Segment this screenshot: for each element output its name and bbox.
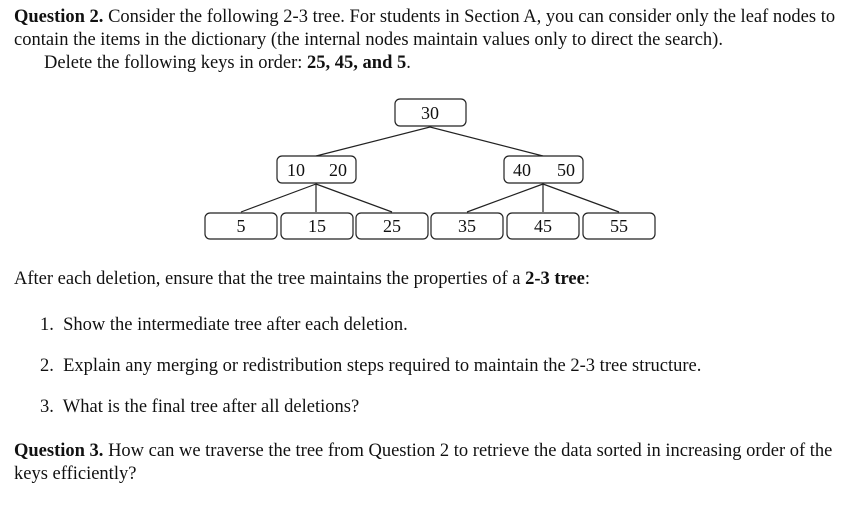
question-2-body: Consider the following 2-3 tree. For students in Section A, you can consider only the leaf nodes to contain the items in the dictionary (the internal nodes maintain values only to direct the search). [14,7,836,50]
edge-right-leaf4 [467,184,543,212]
leaf-key-1: 5 [236,216,246,236]
delete-keys: 25, 45, and 5 [307,53,407,73]
question-3-text [14,440,852,486]
internal-right-key-1: 40 [513,160,531,180]
edge-left-leaf1 [241,184,316,212]
edge-left-leaf3 [316,184,392,212]
edge-root-left [316,127,430,156]
leaf-key-3: 25 [383,216,401,236]
leaf-key-6: 55 [610,216,628,236]
question-3-heading: Question 3. [14,441,104,461]
task-item-1: 1. Show the intermediate tree after each deletion. [40,315,408,335]
task-item-2: 2. Explain any merging or redistribution steps required to maintain the 2-3 tree structure. [40,356,702,376]
leaf-key-5: 45 [534,216,552,236]
question-2-heading: Question 2. [14,7,104,27]
task-item-3: 3. What is the final tree after all deletions? [40,397,360,417]
leaf-key-2: 15 [308,216,326,236]
after-deletion-text: After each deletion, ensure that the tree maintains the properties of a 2-3 tree: [14,269,590,289]
tree-type-bold: 2-3 tree [525,269,585,289]
delete-instruction: Delete the following keys in order: 25, 45, and 5. [44,53,411,73]
root-key: 30 [421,103,439,123]
edge-right-leaf6 [543,184,619,212]
internal-right-key-2: 50 [557,160,575,180]
leaf-key-4: 35 [458,216,476,236]
internal-left-key-2: 20 [329,160,347,180]
question-3-body: How can we traverse the tree from Question 2 to retrieve the data sorted in increasing order of the keys efficiently? [14,441,833,484]
edge-root-right [430,127,543,156]
internal-left-key-1: 10 [287,160,305,180]
